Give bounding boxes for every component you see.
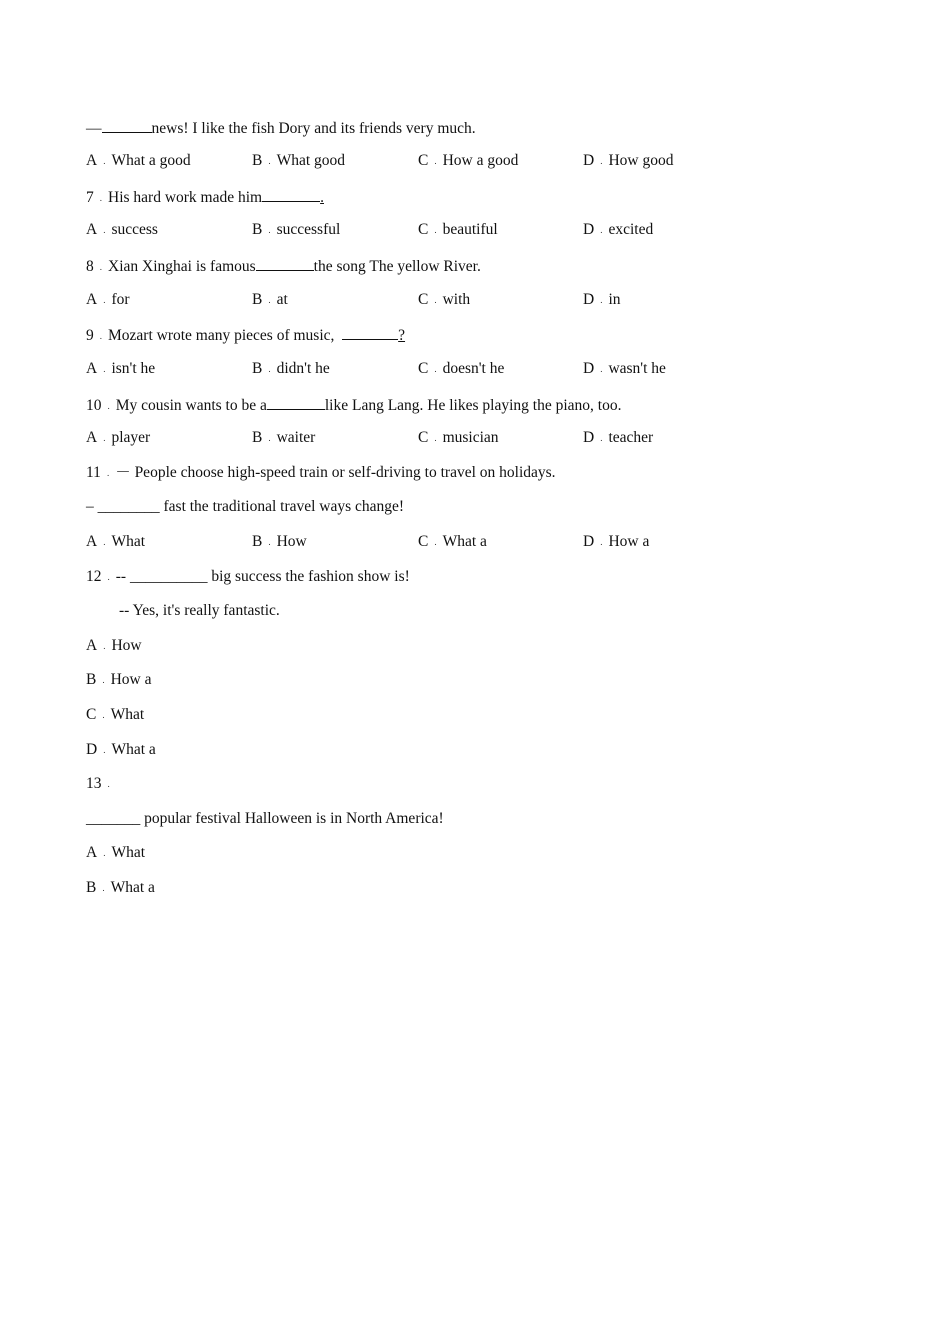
q11-option-c[interactable]: C . What a bbox=[418, 533, 487, 550]
q8-option-d[interactable]: D . in bbox=[583, 291, 621, 308]
answer-blank bbox=[267, 394, 325, 410]
q12-option-c[interactable]: C . What bbox=[86, 706, 145, 723]
question-number: 7 bbox=[86, 189, 94, 206]
question-number: 8 bbox=[86, 258, 94, 275]
q10-option-a[interactable]: A . player bbox=[86, 429, 151, 446]
q13-stem: _______ popular festival Halloween is in North America! bbox=[86, 810, 444, 827]
q10-option-b[interactable]: B . waiter bbox=[252, 429, 316, 446]
q12-option-d[interactable]: D . What a bbox=[86, 741, 156, 758]
question-number: 10 bbox=[86, 397, 102, 414]
q7-option-c[interactable]: C . beautiful bbox=[418, 221, 498, 238]
q10-option-d[interactable]: D . teacher bbox=[583, 429, 654, 446]
q6-option-b[interactable]: B . What good bbox=[252, 152, 346, 169]
q6-line bbox=[86, 117, 476, 139]
answer-blank bbox=[102, 117, 152, 133]
q12-response: -- Yes, it's really fantastic. bbox=[119, 602, 280, 619]
q6-text: news! I like the fish Dory and its friends very much. bbox=[151, 120, 476, 137]
q12-option-b[interactable]: B . How a bbox=[86, 671, 152, 688]
q7-option-b[interactable]: B . successful bbox=[252, 221, 341, 238]
q6-option-c[interactable]: C . How a good bbox=[418, 152, 519, 169]
q8-option-a[interactable]: A . for bbox=[86, 291, 130, 308]
q10-stem: 10 . My cousin wants to be a like Lang Lang. He likes playing the piano, too. bbox=[86, 394, 621, 416]
q9-option-d[interactable]: D . wasn't he bbox=[583, 360, 666, 377]
answer-blank bbox=[342, 324, 398, 340]
q11-response: – ________ fast the traditional travel ways change! bbox=[86, 498, 405, 515]
q9-option-a[interactable]: A . isn't he bbox=[86, 360, 156, 377]
dash: — bbox=[86, 120, 102, 137]
q9-option-b[interactable]: B . didn't he bbox=[252, 360, 330, 377]
q7-option-a[interactable]: A . success bbox=[86, 221, 158, 238]
q9-stem: 9 . Mozart wrote many pieces of music, ? bbox=[86, 324, 405, 346]
q12-option-a[interactable]: A . How bbox=[86, 637, 142, 654]
q13-number: 13 . bbox=[86, 775, 110, 792]
q13-option-b[interactable]: B . What a bbox=[86, 879, 155, 896]
answer-blank bbox=[256, 255, 314, 271]
q12-stem: 12 . -- __________ big success the fashion show is! bbox=[86, 568, 410, 585]
q11-stem: 11 . － People choose high-speed train or self-driving to travel on holidays. bbox=[86, 464, 556, 481]
q11-option-a[interactable]: A . What bbox=[86, 533, 146, 550]
q6-option-a[interactable]: A . What a good bbox=[86, 152, 191, 169]
q8-option-b[interactable]: B . at bbox=[252, 291, 288, 308]
q10-option-c[interactable]: C . musician bbox=[418, 429, 499, 446]
q8-option-c[interactable]: C . with bbox=[418, 291, 471, 308]
q6-option-d[interactable]: D . How good bbox=[583, 152, 674, 169]
question-number: 13 bbox=[86, 775, 102, 792]
q11-option-b[interactable]: B . How bbox=[252, 533, 307, 550]
question-number: 11 bbox=[86, 464, 101, 481]
question-number: 9 bbox=[86, 327, 94, 344]
q11-option-d[interactable]: D . How a bbox=[583, 533, 650, 550]
q7-stem: 7 . His hard work made him . bbox=[86, 186, 324, 208]
question-number: 12 bbox=[86, 568, 102, 585]
q9-option-c[interactable]: C . doesn't he bbox=[418, 360, 505, 377]
q8-stem: 8 . Xian Xinghai is famous the song The yellow River. bbox=[86, 255, 481, 277]
q7-option-d[interactable]: D . excited bbox=[583, 221, 654, 238]
answer-blank bbox=[262, 186, 320, 202]
q13-option-a[interactable]: A . What bbox=[86, 844, 146, 861]
